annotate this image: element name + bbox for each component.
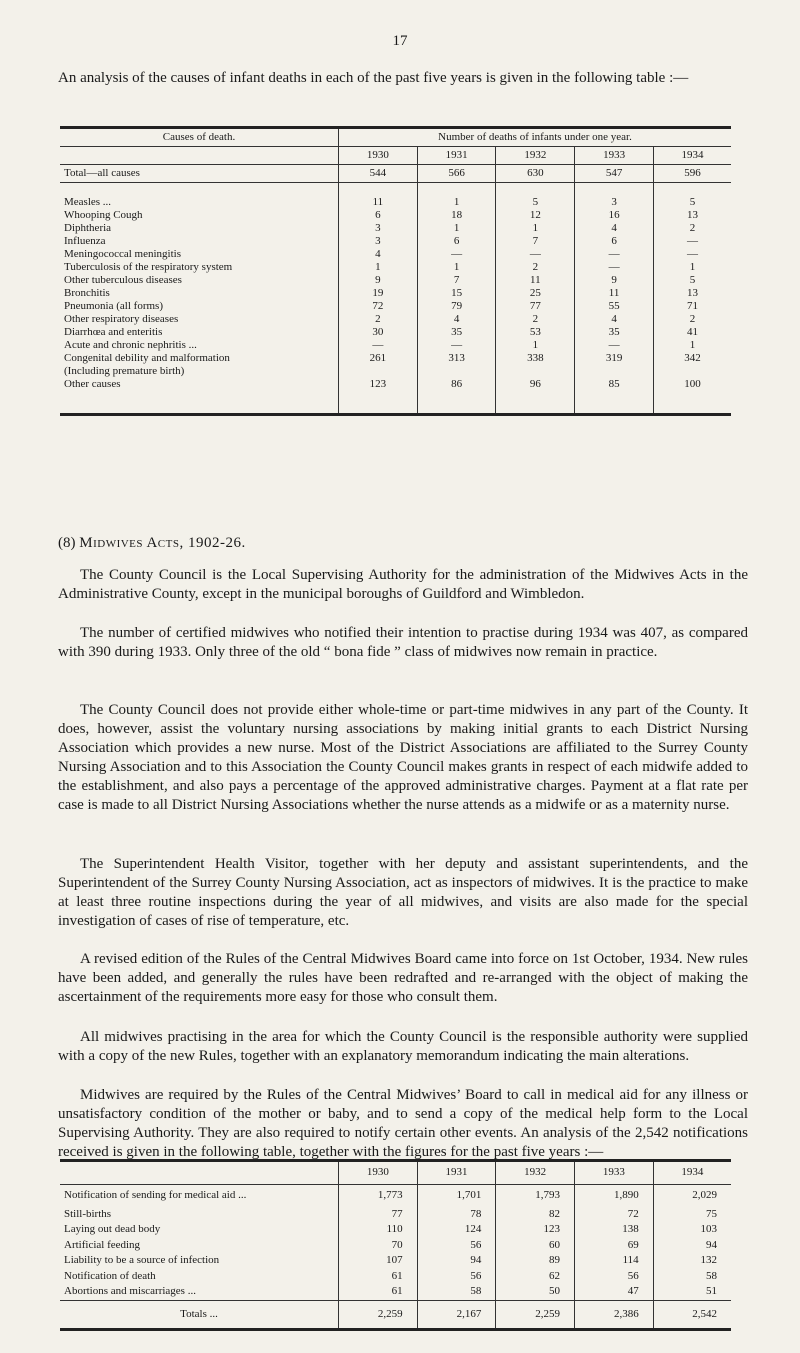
notification-count: 60 [496, 1238, 575, 1254]
cause-row [60, 378, 731, 391]
death-count [653, 365, 731, 378]
notification-count: 114 [575, 1253, 654, 1269]
death-count: 1 [496, 222, 575, 235]
notification-count: 2,029 [653, 1185, 731, 1207]
total-count: 2,542 [653, 1300, 731, 1329]
notification-count: 1,773 [339, 1185, 418, 1207]
notification-row [60, 1238, 731, 1254]
death-count: 85 [575, 378, 654, 391]
death-count: 319 [575, 352, 654, 365]
notification-row [60, 1222, 731, 1238]
cause-row [60, 196, 731, 209]
death-count: — [339, 339, 418, 352]
year-header: 1934 [653, 1161, 731, 1185]
death-count: 71 [653, 300, 731, 313]
death-count: 16 [575, 209, 654, 222]
notification-row [60, 1185, 731, 1207]
notification-count: 94 [653, 1238, 731, 1254]
notification-label: Artificial feeding [64, 1238, 141, 1251]
death-count: 11 [575, 287, 654, 300]
section-heading [58, 535, 246, 552]
death-count: 6 [417, 235, 496, 248]
notification-count: 107 [339, 1253, 418, 1269]
death-count: 11 [496, 274, 575, 287]
notification-label: Still-births [64, 1207, 112, 1220]
cause-label: Other causes [64, 378, 121, 390]
notification-count: 72 [575, 1207, 654, 1223]
totals-label: Totals ... [180, 1307, 218, 1320]
year-header: 1930 [339, 147, 418, 165]
cause-row [60, 274, 731, 287]
cause-row [60, 287, 731, 300]
notification-count: 89 [496, 1253, 575, 1269]
death-count: 5 [653, 196, 731, 209]
table2-header-row [60, 1161, 731, 1185]
death-count: 3 [339, 235, 418, 248]
infant-deaths-table [60, 126, 731, 416]
table1-header-row [60, 128, 731, 147]
total-value: 547 [575, 165, 654, 183]
cause-row [60, 352, 731, 365]
death-count: — [417, 248, 496, 261]
death-count: 261 [339, 352, 418, 365]
notification-count: 56 [417, 1238, 496, 1254]
cause-row [60, 261, 731, 274]
death-count: 53 [496, 326, 575, 339]
notification-row [60, 1207, 731, 1223]
paragraph: Midwives are required by the Rules of the Central Midwives’ Board to call in medical aid for any illness or unsatisfactory condition of the mother or baby, and to send a copy of the medical help form to the Local Supervising Authority. They are also required to notify certain other events. An analysis of the 2,542 notifications received is given in the following table, together with the figures for the past five years :— [58, 1087, 748, 1160]
death-count: — [653, 235, 731, 248]
death-count: 86 [417, 378, 496, 391]
total-value: 596 [653, 165, 731, 183]
midwives-notifications-table [60, 1159, 731, 1331]
death-count: 41 [653, 326, 731, 339]
death-count: 5 [496, 196, 575, 209]
notification-count: 61 [339, 1284, 418, 1300]
year-header: 1931 [417, 1161, 496, 1185]
notification-count: 138 [575, 1222, 654, 1238]
total-row [60, 165, 731, 183]
death-count: 77 [496, 300, 575, 313]
notification-count: 69 [575, 1238, 654, 1254]
death-count: 4 [575, 313, 654, 326]
death-count: 72 [339, 300, 418, 313]
death-count: 5 [653, 274, 731, 287]
cause-label: Other respiratory diseases [64, 313, 179, 325]
notification-label: Liability to be a source of infection [64, 1254, 220, 1266]
notification-count: 132 [653, 1253, 731, 1269]
death-count: 18 [417, 209, 496, 222]
death-count: 313 [417, 352, 496, 365]
death-count: 100 [653, 378, 731, 391]
notification-count: 58 [417, 1284, 496, 1300]
cause-row [60, 313, 731, 326]
notification-count: 1,701 [417, 1185, 496, 1207]
cause-label: Pneumonia (all forms) [64, 300, 163, 312]
table1-bottom-row [60, 391, 731, 415]
page-number: 17 [392, 33, 408, 49]
death-count: 4 [575, 222, 654, 235]
notification-label: Notification of death [64, 1269, 156, 1282]
death-count: 6 [339, 209, 418, 222]
death-count: 2 [339, 313, 418, 326]
spacer-row [60, 183, 731, 197]
death-count: 2 [653, 313, 731, 326]
cause-label: (Including premature birth) [64, 365, 185, 377]
total-value: 544 [339, 165, 418, 183]
death-count: 7 [496, 235, 575, 248]
death-count: 79 [417, 300, 496, 313]
notification-count: 124 [417, 1222, 496, 1238]
death-count: 35 [575, 326, 654, 339]
cause-label: Whooping Cough [64, 209, 143, 221]
death-count: — [496, 248, 575, 261]
total-value: 630 [496, 165, 575, 183]
year-header: 1931 [417, 147, 496, 165]
section-title: Midwives Acts, 1902-26. [79, 535, 246, 551]
notification-count: 94 [417, 1253, 496, 1269]
year-header: 1932 [496, 147, 575, 165]
cause-label: Bronchitis [64, 287, 110, 299]
death-count: — [575, 339, 654, 352]
cause-label: Other tuberculous diseases [64, 274, 182, 286]
cause-row [60, 339, 731, 352]
death-count: 11 [339, 196, 418, 209]
death-count: 13 [653, 209, 731, 222]
cause-row [60, 326, 731, 339]
cause-label: Measles ... [64, 196, 112, 208]
deaths-group-header: Number of deaths of infants under one year. [339, 128, 732, 147]
total-value: 566 [417, 165, 496, 183]
death-count: — [417, 339, 496, 352]
paragraph: A revised edition of the Rules of the Central Midwives Board came into force on 1st October, 1934. New rules have been added, and generally the rules have been redrafted and re-arranged with the object of making the ascertainment of the requirements more easy for those who consult them. [58, 951, 748, 1005]
death-count: 13 [653, 287, 731, 300]
cause-label: Meningococcal meningitis [64, 248, 181, 260]
notification-row [60, 1253, 731, 1269]
notification-row [60, 1269, 731, 1285]
notification-row [60, 1284, 731, 1300]
total-label: Total—all causes [64, 167, 140, 179]
death-count: 1 [417, 196, 496, 209]
notification-count: 110 [339, 1222, 418, 1238]
death-count: 4 [417, 313, 496, 326]
section-number: (8) [58, 535, 76, 551]
cause-row [60, 235, 731, 248]
cause-row [60, 209, 731, 222]
death-count: 19 [339, 287, 418, 300]
death-count: 2 [653, 222, 731, 235]
year-header: 1930 [339, 1161, 418, 1185]
death-count: 15 [417, 287, 496, 300]
death-count: 12 [496, 209, 575, 222]
total-count: 2,259 [496, 1300, 575, 1329]
notification-count: 75 [653, 1207, 731, 1223]
death-count: 35 [417, 326, 496, 339]
death-count: 1 [653, 261, 731, 274]
cause-label: Diarrhœa and enteritis [64, 326, 163, 338]
notification-count: 103 [653, 1222, 731, 1238]
death-count: 55 [575, 300, 654, 313]
year-header: 1933 [575, 1161, 654, 1185]
death-count: 2 [496, 261, 575, 274]
cause-label: Congenital debility and malformation [64, 352, 230, 364]
paragraph: All midwives practising in the area for which the County Council is the responsible authority were supplied with a copy of the new Rules, together with an explanatory memorandum indicating the main alterations. [58, 1029, 748, 1064]
death-count: 1 [496, 339, 575, 352]
death-count: 9 [575, 274, 654, 287]
notification-label: Laying out dead body [64, 1223, 161, 1235]
total-count: 2,259 [339, 1300, 418, 1329]
cause-label: Diphtheria [64, 222, 112, 234]
table1-years-row [60, 147, 731, 165]
death-count: 96 [496, 378, 575, 391]
totals-row [60, 1300, 731, 1329]
intro-paragraph: An analysis of the causes of infant deaths in each of the past five years is given in the following table :— [58, 70, 689, 86]
death-count [575, 365, 654, 378]
death-count: 1 [653, 339, 731, 352]
death-count: 3 [575, 196, 654, 209]
cause-row [60, 222, 731, 235]
notification-count: 56 [417, 1269, 496, 1285]
cause-label: Influenza [64, 235, 106, 247]
paragraph: The County Council does not provide either whole-time or part-time midwives in any part of the County. It does, however, assist the voluntary nursing associations by making initial grants to each District Nursing Association which provides a new nurse. Most of the District Associations are affiliated to the Surrey County Nursing Association and to this Association the County Council makes grants in respect of each midwife added to the establishment, and also pays a percentage of the approved administrative charges. Payment at a flat rate per case is made to all District Nursing Associations whether the nurse attends as a midwife or as a maternity nurse. [58, 702, 748, 813]
death-count: 342 [653, 352, 731, 365]
death-count: 7 [417, 274, 496, 287]
death-count: 4 [339, 248, 418, 261]
year-header: 1932 [496, 1161, 575, 1185]
death-count: — [653, 248, 731, 261]
cause-row [60, 365, 731, 378]
death-count: 9 [339, 274, 418, 287]
notification-count: 62 [496, 1269, 575, 1285]
notification-count: 51 [653, 1284, 731, 1300]
death-count [417, 365, 496, 378]
notification-count: 58 [653, 1269, 731, 1285]
paragraph: The County Council is the Local Supervising Authority for the administration of the Midwives Acts in the Administrative County, except in the municipal boroughs of Guildford and Wimbledon. [58, 567, 748, 602]
death-count [496, 365, 575, 378]
cause-row [60, 300, 731, 313]
notification-count: 50 [496, 1284, 575, 1300]
death-count: 2 [496, 313, 575, 326]
notification-count: 1,793 [496, 1185, 575, 1207]
death-count: — [575, 261, 654, 274]
notification-count: 1,890 [575, 1185, 654, 1207]
cause-label: Tuberculosis of the respiratory system [64, 261, 233, 273]
death-count: 338 [496, 352, 575, 365]
death-count: 6 [575, 235, 654, 248]
paragraph: The Superintendent Health Visitor, together with her deputy and assistant superintendents, and the Superintendent of the Surrey County Nursing Association, act as inspectors of midwives. It is the practice to make at least three routine inspections during the year of all midwives, and visits are also made for the special investigation of cases of rise of temperature, etc. [58, 856, 748, 929]
notification-label: Abortions and miscarriages ... [64, 1285, 196, 1297]
notification-label: Notification of sending for medical aid ... [64, 1189, 247, 1201]
notification-count: 61 [339, 1269, 418, 1285]
death-count: 30 [339, 326, 418, 339]
notification-count: 78 [417, 1207, 496, 1223]
death-count: 25 [496, 287, 575, 300]
notification-count: 82 [496, 1207, 575, 1223]
cause-row [60, 248, 731, 261]
year-header: 1934 [653, 147, 731, 165]
cause-label: Acute and chronic nephritis ... [64, 339, 197, 351]
death-count [339, 365, 418, 378]
death-count: — [575, 248, 654, 261]
death-count: 3 [339, 222, 418, 235]
paragraph: The number of certified midwives who notified their intention to practise during 1934 was 407, as compared with 390 during 1933. Only three of the old “ bona fide ” class of midwives now remain in practice. [58, 625, 748, 660]
cause-column-header: Causes of death. [162, 131, 236, 143]
death-count: 1 [339, 261, 418, 274]
notification-count: 47 [575, 1284, 654, 1300]
notification-count: 56 [575, 1269, 654, 1285]
notification-count: 70 [339, 1238, 418, 1254]
notification-count: 77 [339, 1207, 418, 1223]
death-count: 1 [417, 261, 496, 274]
notification-count: 123 [496, 1222, 575, 1238]
death-count: 123 [339, 378, 418, 391]
total-count: 2,167 [417, 1300, 496, 1329]
total-count: 2,386 [575, 1300, 654, 1329]
death-count: 1 [417, 222, 496, 235]
year-header: 1933 [575, 147, 654, 165]
